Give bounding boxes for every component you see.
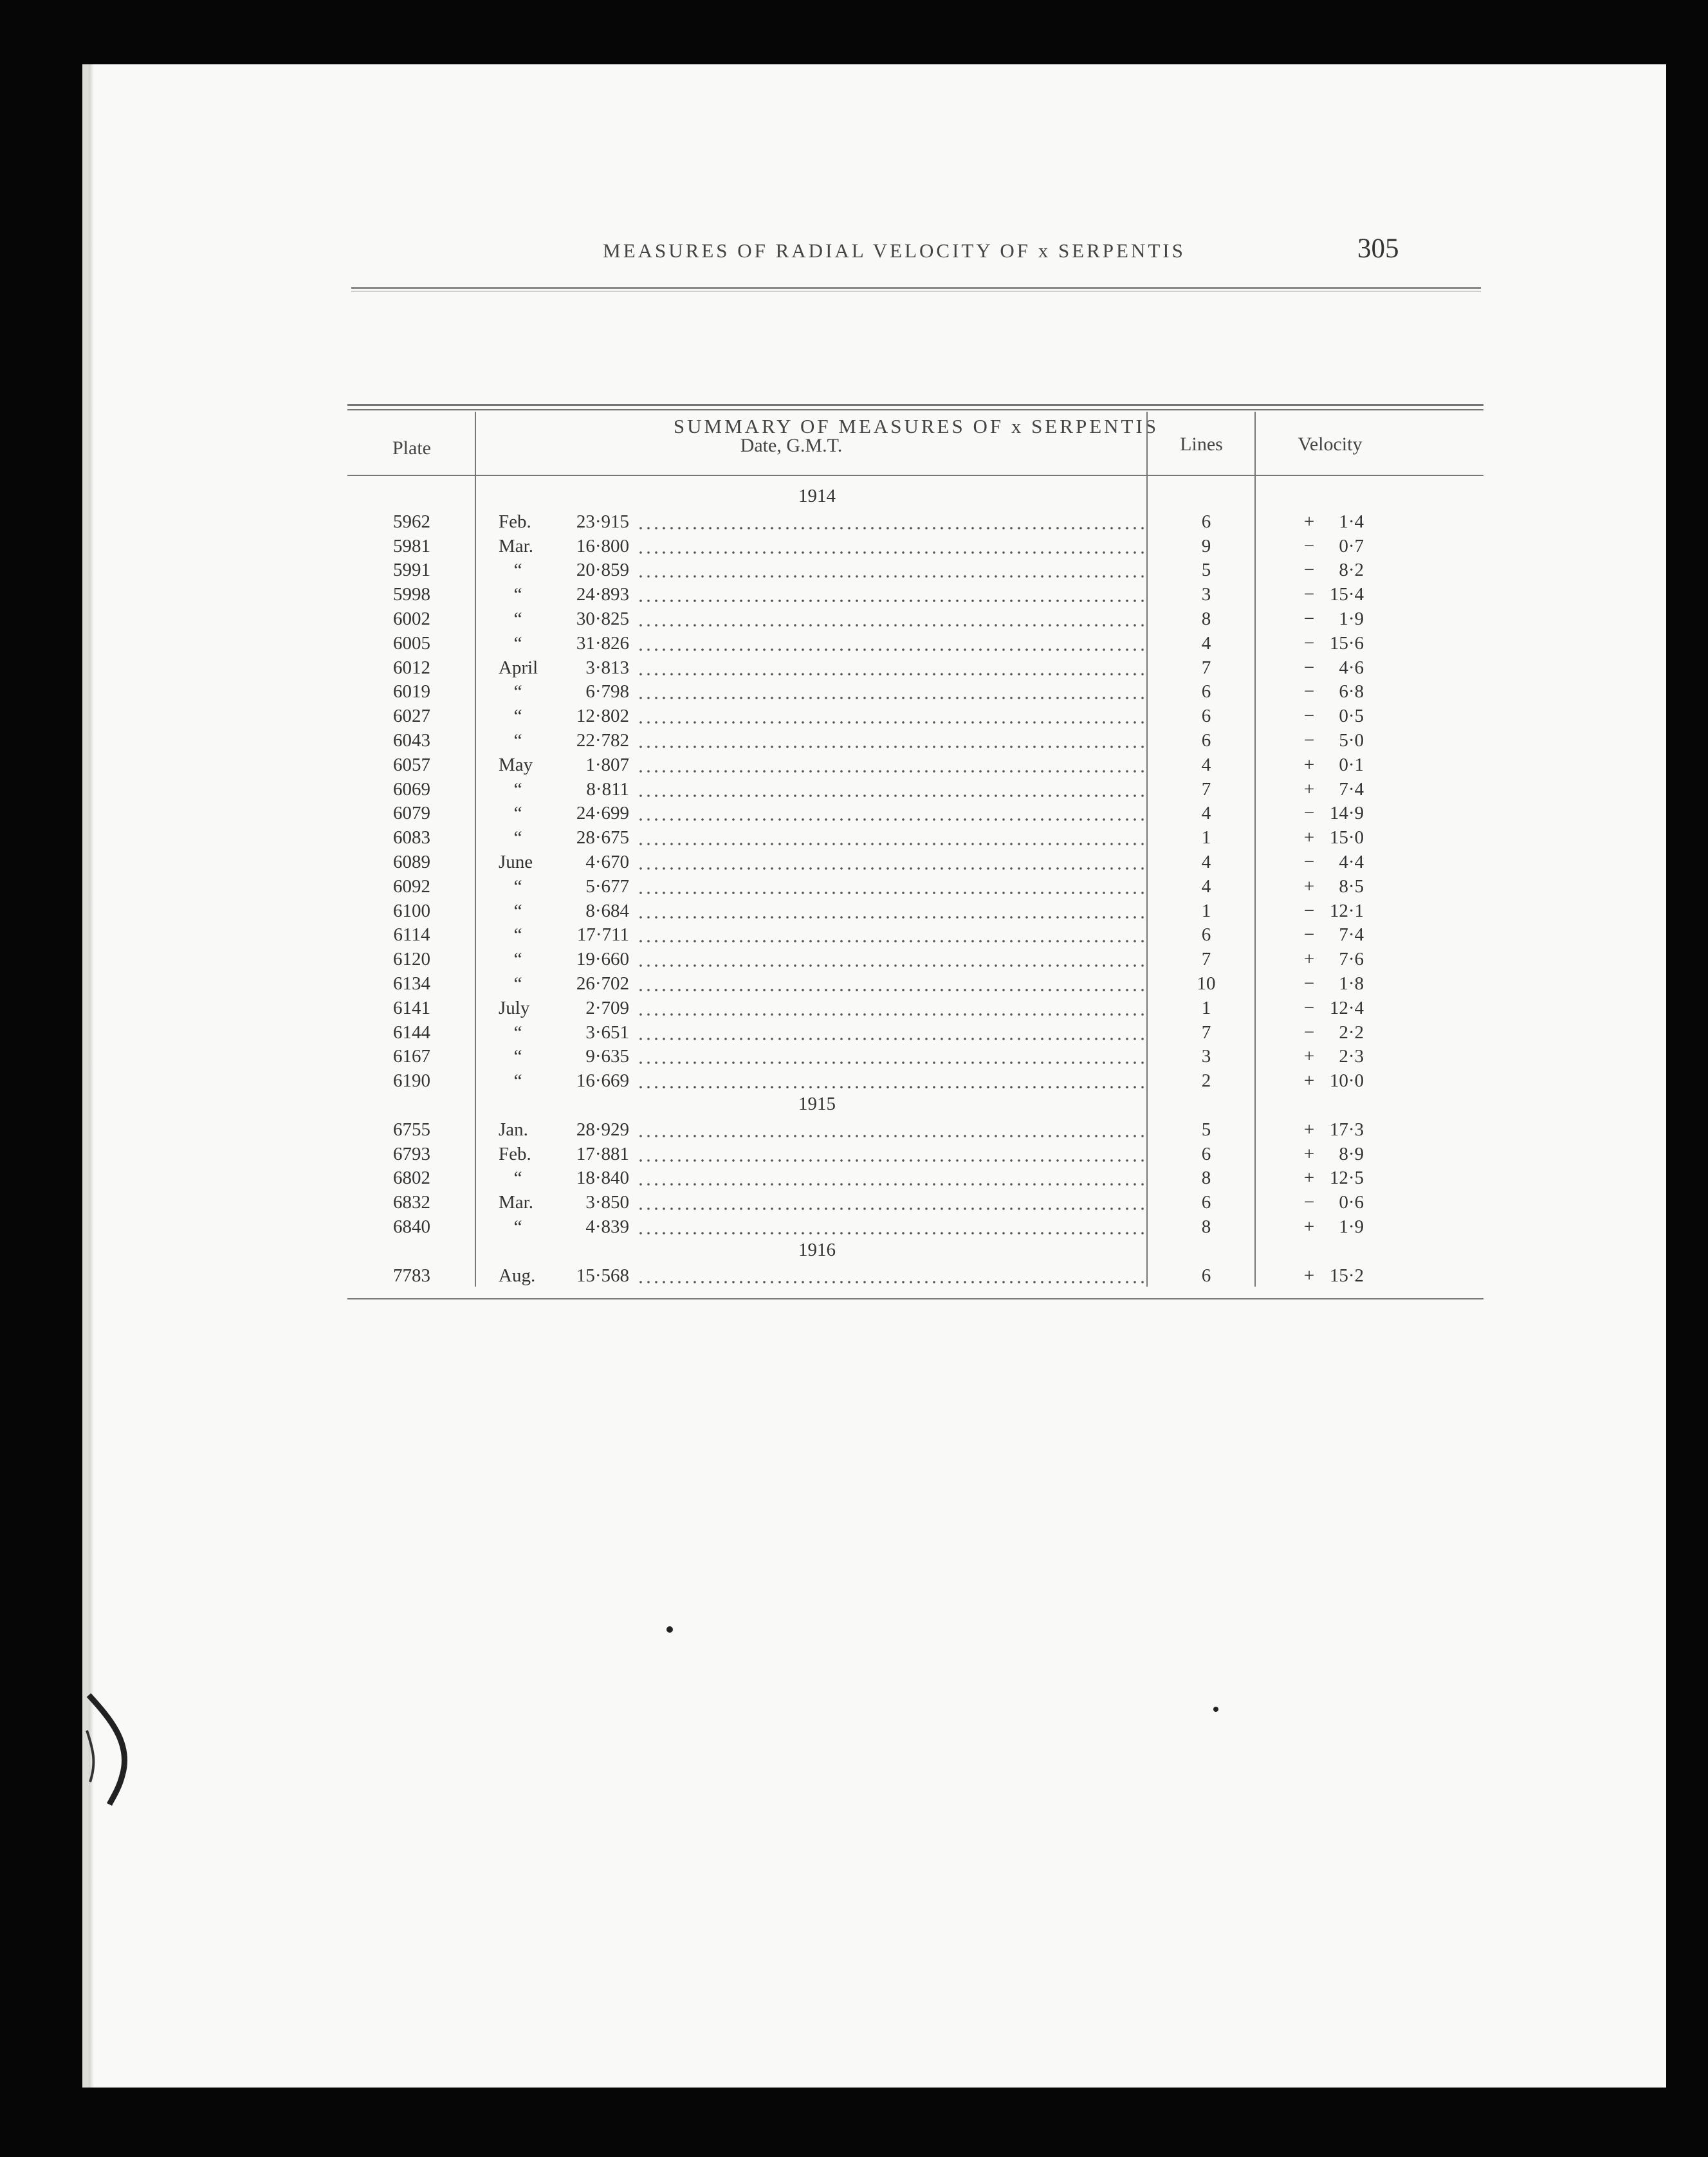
line-count: 6 — [1201, 730, 1211, 751]
date-day: 15·568 — [576, 1265, 629, 1286]
velocity-value: 8·2 — [1339, 560, 1364, 581]
plate-number: 6089 — [393, 852, 430, 872]
date-day: 16·800 — [576, 535, 629, 556]
line-count: 6 — [1201, 924, 1211, 946]
dot-leader — [637, 1010, 1145, 1019]
velocity-sign: + — [1303, 1216, 1315, 1237]
table-row — [82, 583, 1666, 606]
date-day: 24·699 — [576, 803, 629, 824]
date-day: 18·840 — [576, 1168, 629, 1189]
plate-number: 6793 — [393, 1143, 430, 1164]
plate-number: 5981 — [393, 535, 430, 556]
date-month: Mar. — [499, 535, 533, 556]
velocity-value: 7·4 — [1339, 778, 1364, 800]
dot-leader — [637, 1278, 1145, 1287]
table-top-rule — [347, 404, 1483, 406]
date-month: “ — [513, 778, 522, 800]
plate-number: 6802 — [393, 1168, 430, 1189]
table-row — [82, 535, 1666, 558]
table-row — [82, 875, 1666, 898]
dot-leader — [637, 1034, 1145, 1043]
line-count: 5 — [1201, 560, 1211, 581]
velocity-value: 5·0 — [1339, 730, 1364, 751]
plate-number: 5998 — [393, 584, 430, 605]
date-month: Aug. — [499, 1265, 536, 1286]
velocity-sign: − — [1303, 1192, 1315, 1213]
plate-number: 6083 — [393, 827, 430, 849]
line-count: 7 — [1201, 949, 1211, 970]
dot-leader — [637, 1180, 1145, 1189]
velocity-sign: − — [1303, 900, 1315, 921]
line-count: 6 — [1201, 1192, 1211, 1213]
date-day: 2·709 — [585, 997, 629, 1018]
scan-speck — [1213, 1707, 1218, 1712]
date-month: “ — [513, 609, 522, 629]
column-header-velocity: Velocity — [1298, 434, 1363, 455]
date-day: 24·893 — [576, 584, 629, 605]
date-day: 20·859 — [576, 560, 629, 581]
line-count: 1 — [1201, 997, 1211, 1018]
date-day: 17·711 — [576, 924, 629, 946]
dot-leader — [637, 645, 1145, 654]
line-count: 8 — [1201, 1168, 1211, 1189]
plate-number: 7783 — [393, 1265, 430, 1286]
velocity-value: 1·8 — [1339, 973, 1364, 994]
plate-number: 6002 — [393, 609, 430, 629]
velocity-sign: + — [1303, 827, 1315, 849]
table-bottom-rule — [347, 1298, 1483, 1299]
table-row — [82, 948, 1666, 971]
plate-number: 6144 — [393, 1022, 430, 1043]
velocity-value: 14·9 — [1329, 803, 1364, 824]
running-title: MEASURES OF RADIAL VELOCITY OF x SERPENTIS — [603, 239, 1186, 262]
velocity-value: 15·4 — [1329, 584, 1364, 605]
scan-speck — [666, 1626, 673, 1633]
column-header-date: Date, G.M.T. — [740, 435, 843, 456]
plate-number: 6057 — [393, 754, 430, 775]
dot-leader — [637, 621, 1145, 630]
year-heading: 1914 — [798, 486, 836, 506]
dot-leader — [637, 1058, 1145, 1067]
line-count: 4 — [1201, 754, 1211, 775]
line-count: 6 — [1201, 1265, 1211, 1286]
plate-number: 6120 — [393, 949, 430, 970]
date-day: 3·651 — [585, 1022, 629, 1043]
table-row — [82, 1264, 1666, 1287]
table-row — [82, 1143, 1666, 1166]
header-rule — [351, 287, 1481, 289]
margin-bracket-mark — [84, 1692, 135, 1821]
date-month: “ — [513, 876, 522, 897]
line-count: 2 — [1201, 1070, 1211, 1092]
line-count: 4 — [1201, 803, 1211, 824]
date-month: “ — [513, 924, 522, 946]
date-day: 12·802 — [576, 706, 629, 727]
dot-leader — [637, 913, 1145, 922]
table-row — [82, 923, 1666, 946]
velocity-sign: + — [1303, 511, 1315, 532]
date-day: 23·915 — [576, 511, 629, 532]
date-month: “ — [513, 1216, 522, 1237]
dot-leader — [637, 937, 1145, 946]
velocity-sign: − — [1303, 609, 1315, 629]
velocity-value: 1·9 — [1339, 609, 1364, 629]
date-month: May — [499, 754, 533, 775]
date-day: 30·825 — [576, 609, 629, 629]
plate-number: 6141 — [393, 997, 430, 1018]
velocity-sign: − — [1303, 560, 1315, 581]
date-day: 16·669 — [576, 1070, 629, 1092]
column-header-plate: Plate — [392, 437, 431, 459]
dot-leader — [637, 791, 1145, 800]
table-row — [82, 704, 1666, 728]
dot-leader — [637, 693, 1145, 702]
dot-leader — [637, 986, 1145, 995]
date-day: 6·798 — [585, 681, 629, 702]
date-day: 31·826 — [576, 632, 629, 654]
dot-leader — [637, 524, 1145, 533]
date-day: 4·839 — [585, 1216, 629, 1237]
plate-number: 6079 — [393, 803, 430, 824]
column-header-lines: Lines — [1180, 434, 1223, 455]
date-day: 22·782 — [576, 730, 629, 751]
dot-leader — [637, 1132, 1145, 1141]
velocity-value: 2·3 — [1339, 1046, 1364, 1067]
table-row — [82, 1021, 1666, 1044]
date-month: Jan. — [499, 1119, 528, 1140]
table-row — [82, 972, 1666, 995]
velocity-value: 17·3 — [1329, 1119, 1364, 1140]
table-row — [82, 1215, 1666, 1238]
year-heading: 1916 — [798, 1239, 836, 1260]
dot-leader — [637, 1204, 1145, 1213]
table-row — [82, 632, 1666, 655]
table-row — [82, 1191, 1666, 1214]
plate-number: 6005 — [393, 632, 430, 654]
date-month: “ — [513, 827, 522, 849]
line-count: 7 — [1201, 1022, 1211, 1043]
date-month: “ — [513, 1046, 522, 1067]
velocity-value: 8·9 — [1339, 1143, 1364, 1164]
velocity-sign: + — [1303, 1119, 1315, 1140]
date-month: Mar. — [499, 1192, 533, 1213]
velocity-value: 1·9 — [1339, 1216, 1364, 1237]
table-row — [82, 753, 1666, 776]
date-month: “ — [513, 949, 522, 970]
line-count: 6 — [1201, 511, 1211, 532]
velocity-sign: − — [1303, 1022, 1315, 1043]
line-count: 5 — [1201, 1119, 1211, 1140]
velocity-value: 0·7 — [1339, 535, 1364, 556]
velocity-value: 15·2 — [1329, 1265, 1364, 1286]
line-count: 6 — [1201, 706, 1211, 727]
velocity-value: 0·1 — [1339, 754, 1364, 775]
date-month: Feb. — [499, 1143, 531, 1164]
velocity-sign: + — [1303, 754, 1315, 775]
date-month: “ — [513, 730, 522, 751]
table-row — [82, 850, 1666, 874]
velocity-sign: − — [1303, 706, 1315, 727]
table-top-rule-thin — [347, 409, 1483, 410]
line-count: 4 — [1201, 632, 1211, 654]
plate-number: 6100 — [393, 900, 430, 921]
dot-leader — [637, 840, 1145, 849]
line-count: 3 — [1201, 1046, 1211, 1067]
date-month: “ — [513, 706, 522, 727]
velocity-sign: − — [1303, 852, 1315, 872]
dot-leader — [637, 1083, 1145, 1092]
table-row — [82, 1118, 1666, 1141]
date-day: 4·670 — [585, 852, 629, 872]
dot-leader — [637, 1156, 1145, 1165]
table-row — [82, 778, 1666, 801]
date-day: 28·929 — [576, 1119, 629, 1140]
plate-number: 6114 — [393, 924, 430, 946]
table-row — [82, 802, 1666, 825]
velocity-value: 12·4 — [1329, 997, 1364, 1018]
velocity-value: 15·0 — [1329, 827, 1364, 849]
line-count: 1 — [1201, 900, 1211, 921]
plate-number: 6840 — [393, 1216, 430, 1237]
table-row — [82, 510, 1666, 533]
velocity-sign: + — [1303, 949, 1315, 970]
dot-leader — [637, 742, 1145, 751]
date-month: “ — [513, 560, 522, 581]
plate-number: 6832 — [393, 1192, 430, 1213]
velocity-value: 2·2 — [1339, 1022, 1364, 1043]
line-count: 7 — [1201, 778, 1211, 800]
dot-leader — [637, 961, 1145, 970]
plate-number: 6092 — [393, 876, 430, 897]
velocity-value: 0·5 — [1339, 706, 1364, 727]
dot-leader — [637, 1229, 1145, 1238]
plate-number: 6190 — [393, 1070, 430, 1092]
velocity-value: 0·6 — [1339, 1192, 1364, 1213]
date-month: “ — [513, 900, 522, 921]
date-day: 26·702 — [576, 973, 629, 994]
velocity-value: 4·6 — [1339, 657, 1364, 678]
line-count: 4 — [1201, 852, 1211, 872]
table-row — [82, 826, 1666, 849]
date-month: “ — [513, 681, 522, 702]
table-row — [82, 899, 1666, 922]
line-count: 8 — [1201, 1216, 1211, 1237]
velocity-value: 10·0 — [1329, 1070, 1364, 1092]
velocity-sign: − — [1303, 584, 1315, 605]
plate-number: 6027 — [393, 706, 430, 727]
velocity-value: 12·5 — [1329, 1168, 1364, 1189]
page-number: 305 — [1357, 234, 1399, 264]
table-row — [82, 558, 1666, 582]
date-day: 9·635 — [585, 1046, 629, 1067]
dot-leader — [637, 864, 1145, 873]
date-day: 28·675 — [576, 827, 629, 849]
velocity-sign: + — [1303, 1046, 1315, 1067]
line-count: 6 — [1201, 1143, 1211, 1164]
velocity-sign: + — [1303, 1070, 1315, 1092]
line-count: 10 — [1197, 973, 1216, 994]
date-day: 8·811 — [586, 778, 629, 800]
dot-leader — [637, 767, 1145, 776]
velocity-value: 7·6 — [1339, 949, 1364, 970]
date-day: 3·850 — [585, 1192, 629, 1213]
velocity-sign: + — [1303, 876, 1315, 897]
velocity-sign: − — [1303, 535, 1315, 556]
plate-number: 6134 — [393, 973, 430, 994]
date-day: 8·684 — [585, 900, 629, 921]
plate-number: 5991 — [393, 560, 430, 581]
dot-leader — [637, 815, 1145, 824]
dot-leader — [637, 718, 1145, 727]
dot-leader — [637, 670, 1145, 679]
table-row — [82, 1069, 1666, 1092]
line-count: 8 — [1201, 609, 1211, 629]
date-month: April — [499, 657, 538, 678]
plate-number: 6043 — [393, 730, 430, 751]
date-month: Feb. — [499, 511, 531, 532]
dot-leader — [637, 572, 1145, 581]
velocity-value: 7·4 — [1339, 924, 1364, 946]
velocity-sign: − — [1303, 924, 1315, 946]
page-sheet — [82, 64, 1666, 2088]
line-count: 6 — [1201, 681, 1211, 702]
velocity-sign: + — [1303, 1143, 1315, 1164]
date-day: 17·881 — [576, 1143, 629, 1164]
velocity-sign: − — [1303, 657, 1315, 678]
year-heading: 1915 — [798, 1094, 836, 1114]
plate-number: 5962 — [393, 511, 430, 532]
date-day: 19·660 — [576, 949, 629, 970]
date-month: June — [499, 852, 533, 872]
table-row — [82, 680, 1666, 703]
table-row — [82, 729, 1666, 752]
date-day: 3·813 — [585, 657, 629, 678]
velocity-sign: − — [1303, 632, 1315, 654]
date-month: “ — [513, 973, 522, 994]
table-row — [82, 656, 1666, 679]
table-row — [82, 1166, 1666, 1189]
date-month: “ — [513, 584, 522, 605]
date-day: 1·807 — [585, 754, 629, 775]
velocity-sign: − — [1303, 973, 1315, 994]
velocity-sign: − — [1303, 730, 1315, 751]
velocity-value: 1·4 — [1339, 511, 1364, 532]
line-count: 9 — [1201, 535, 1211, 556]
velocity-sign: + — [1303, 1265, 1315, 1286]
table-row — [82, 607, 1666, 630]
velocity-sign: − — [1303, 803, 1315, 824]
velocity-sign: + — [1303, 778, 1315, 800]
velocity-value: 12·1 — [1329, 900, 1364, 921]
table-title: SUMMARY OF MEASURES OF x SERPENTIS — [673, 415, 1159, 437]
velocity-value: 6·8 — [1339, 681, 1364, 702]
dot-leader — [637, 596, 1145, 605]
plate-number: 6755 — [393, 1119, 430, 1140]
table-row — [82, 1045, 1666, 1068]
header-bottom-rule — [347, 475, 1483, 476]
velocity-value: 4·4 — [1339, 852, 1364, 872]
line-count: 7 — [1201, 657, 1211, 678]
velocity-value: 15·6 — [1329, 632, 1364, 654]
plate-number: 6069 — [393, 778, 430, 800]
table-row — [82, 996, 1666, 1020]
line-count: 1 — [1201, 827, 1211, 849]
date-day: 5·677 — [585, 876, 629, 897]
date-month: July — [499, 997, 530, 1018]
plate-number: 6019 — [393, 681, 430, 702]
velocity-sign: + — [1303, 1168, 1315, 1189]
dot-leader — [637, 888, 1145, 897]
velocity-sign: − — [1303, 681, 1315, 702]
date-month: “ — [513, 1168, 522, 1189]
date-month: “ — [513, 1070, 522, 1092]
line-count: 4 — [1201, 876, 1211, 897]
velocity-value: 8·5 — [1339, 876, 1364, 897]
plate-number: 6167 — [393, 1046, 430, 1067]
date-month: “ — [513, 632, 522, 654]
velocity-sign: − — [1303, 997, 1315, 1018]
date-month: “ — [513, 803, 522, 824]
dot-leader — [637, 548, 1145, 557]
date-month: “ — [513, 1022, 522, 1043]
line-count: 3 — [1201, 584, 1211, 605]
plate-number: 6012 — [393, 657, 430, 678]
